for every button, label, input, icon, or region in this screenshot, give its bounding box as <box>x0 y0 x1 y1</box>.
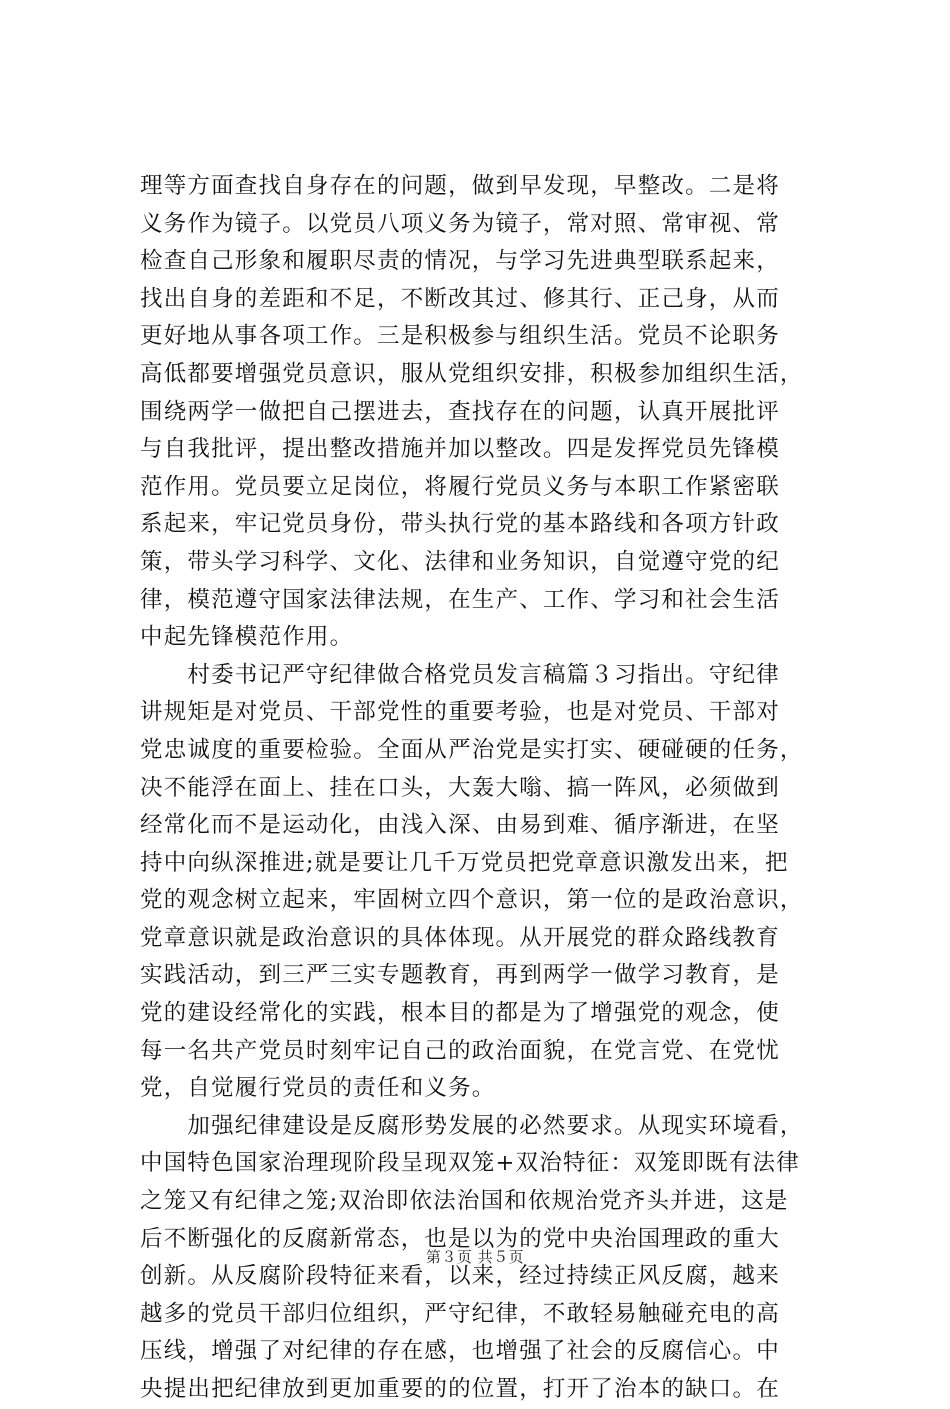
text-line: 创新。从反腐阶段特征来看，以来，经过持续正风反腐，越来 <box>140 1263 780 1290</box>
text-line: 经常化而不是运动化，由浅入深、由易到难、循序渐进，在坚 <box>140 812 780 839</box>
text-line: 决不能浮在面上、挂在口头，大轰大嗡、搞一阵风，必须做到 <box>140 774 780 801</box>
text-line: 后不断强化的反腐新常态，也是以为的党中央治国理政的重大 <box>140 1225 780 1252</box>
text-line: 党，自觉履行党员的责任和义务。 <box>140 1075 496 1102</box>
text-line: 策，带头学习科学、文化、法律和业务知识，自觉遵守党的纪 <box>140 548 780 575</box>
text-line: 找出自身的差距和不足，不断改其过、修其行、正己身，从而 <box>140 285 780 312</box>
text-line: 实践活动，到三严三实专题教育，再到两学一做学习教育，是 <box>140 962 780 989</box>
text-line: 每一名共产党员时刻牢记自己的政治面貌，在党言党、在党忧 <box>140 1037 780 1064</box>
text-line: 党的建设经常化的实践，根本目的都是为了增强党的观念，使 <box>140 1000 780 1027</box>
text-line: 加强纪律建设是反腐形势发展的必然要求。从现实环境看， <box>140 1112 804 1139</box>
text-line: 义务作为镜子。以党员八项义务为镜子，常对照、常审视、常 <box>140 210 780 237</box>
text-line: 范作用。党员要立足岗位，将履行党员义务与本职工作紧密联 <box>140 473 780 500</box>
text-line: 更好地从事各项工作。三是积极参与组织生活。党员不论职务 <box>140 323 780 350</box>
text-line: 围绕两学一做把自己摆进去，查找存在的问题，认真开展批评 <box>140 398 780 425</box>
text-line: 央提出把纪律放到更加重要的的位置，打开了治本的缺口。在 <box>140 1376 780 1402</box>
body-text <box>140 168 860 1409</box>
text-line: 中起先锋模范作用。 <box>140 624 354 651</box>
text-line: 持中向纵深推进;就是要让几千万党员把党章意识激发出来，把 <box>140 849 789 876</box>
text-line: 党章意识就是政治意识的具体体现。从开展党的群众路线教育 <box>140 924 780 951</box>
text-line: 检查自己形象和履职尽责的情况，与学习先进典型联系起来， <box>140 248 780 275</box>
text-line: 讲规矩是对党员、干部党性的重要考验，也是对党员、干部对 <box>140 699 780 726</box>
text-line: 越多的党员干部归位组织，严守纪律，不敢轻易触碰充电的高 <box>140 1300 780 1327</box>
text-line: 高低都要增强党员意识，服从党组织安排，积极参加组织生活， <box>140 360 804 387</box>
text-line: 系起来，牢记党员身份，带头执行党的基本路线和各项方针政 <box>140 511 780 538</box>
text-line: 与自我批评，提出整改措施并加以整改。四是发挥党员先锋模 <box>140 436 780 463</box>
text-line: 之笼又有纪律之笼;双治即依法治国和依规治党齐头并进，这是 <box>140 1188 789 1215</box>
text-line: 理等方面查找自身存在的问题，做到早发现，早整改。二是将 <box>140 173 780 199</box>
page-number: 第３页 共５页 <box>425 1248 525 1266</box>
text-line: 律，模范遵守国家法律法规，在生产、工作、学习和社会生活 <box>140 586 780 613</box>
text-line: 党的观念树立起来，牢固树立四个意识，第一位的是政治意识， <box>140 887 804 914</box>
text-line: 压线，增强了对纪律的存在感，也增强了社会的反腐信心。中 <box>140 1338 780 1365</box>
text-line: 中国特色国家治理现阶段呈现双笼+双治特征：双笼即既有法律 <box>140 1150 800 1177</box>
text-line: 党忠诚度的重要检验。全面从严治党是实打实、硬碰硬的任务， <box>140 736 804 763</box>
text-line: 村委书记严守纪律做合格党员发言稿篇３习指出。守纪律 <box>140 661 780 688</box>
